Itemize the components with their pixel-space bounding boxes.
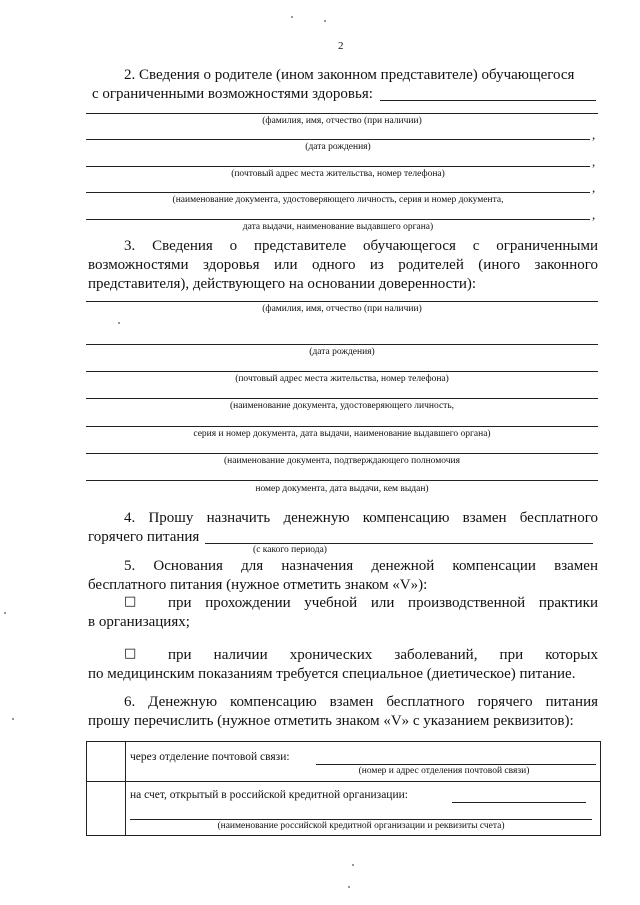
section6-heading-line1: 6. Денежную компенсацию взамен бесплатного горячего питания — [124, 694, 598, 710]
section3-field-line — [86, 398, 598, 399]
field-caption: (наименование документа, удостоверяющего личность, серия и номер документа, — [172, 195, 504, 205]
section2-field-line — [380, 100, 596, 101]
section3-field-line — [86, 301, 598, 302]
comma: , — [592, 207, 596, 222]
section3-field-line — [86, 344, 598, 345]
comma: , — [592, 127, 596, 142]
section2-field-line — [86, 219, 590, 220]
option-diet-line1: при наличии хронических заболеваний, при которых — [168, 647, 598, 663]
option-practice-line1: при прохождении учебной или производственной практики — [168, 595, 598, 611]
post-office-cell — [126, 742, 601, 782]
field-caption: (фамилия, имя, отчество (при наличии) — [262, 116, 422, 126]
comma: , — [592, 180, 596, 195]
option-practice-line2: в организациях; — [88, 614, 190, 630]
section4-heading-line2: горячего питания — [88, 529, 200, 545]
section3-heading-line2: возможностями здоровья или одного из родителей (иного законного — [88, 257, 598, 273]
bank-field-line — [130, 819, 592, 820]
section2-heading-line2: с ограниченными возможностями здоровья: — [92, 86, 373, 102]
section5-heading-line1: 5. Основания для назначения денежной компенсации взамен — [124, 558, 598, 574]
section3-field-line — [86, 426, 598, 427]
section3-heading-line3: представителя), действующего на основании доверенности): — [88, 276, 477, 292]
scan-speck — [12, 718, 14, 720]
table-row — [87, 742, 601, 782]
field-caption: (фамилия, имя, отчество (при наличии) — [262, 304, 422, 314]
section3-field-line — [86, 480, 598, 481]
section2-field-line — [86, 139, 590, 140]
checkbox-cell-bank[interactable] — [87, 782, 126, 836]
scan-speck — [118, 322, 120, 324]
field-caption: серия и номер документа, дата выдачи, наименование выдавшего органа) — [193, 429, 491, 439]
bank-field-line — [452, 802, 586, 803]
field-caption: (с какого периода) — [253, 545, 327, 555]
field-caption: дата выдачи, наименование выдавшего органа) — [242, 222, 434, 232]
option-diet-line2: по медицинским показаниям требуется специальное (диетическое) питание. — [88, 666, 576, 682]
scan-speck — [352, 864, 354, 866]
field-caption: (наименование документа, подтверждающего полномочия — [223, 456, 460, 466]
table-row — [87, 782, 601, 836]
checkbox-cell-post[interactable] — [87, 742, 126, 782]
post-office-field-line — [316, 764, 596, 765]
section2-field-line — [86, 113, 598, 114]
page-number: 2 — [338, 40, 344, 52]
field-caption: (номер и адрес отделения почтовой связи) — [358, 766, 530, 776]
bank-account-label: на счет, открытый в российской кредитной организации: — [130, 789, 408, 801]
section5-heading-line2: бесплатного питания (нужное отметить знаком «V»): — [88, 577, 428, 593]
section3-field-line — [86, 453, 598, 454]
field-caption: (почтовый адрес места жительства, номер телефона) — [235, 374, 449, 384]
field-caption: (почтовый адрес места жительства, номер телефона) — [231, 169, 445, 179]
section2-heading-line1: 2. Сведения о родителе (ином законном представителе) обучающегося — [124, 67, 575, 83]
field-caption: (наименование российской кредитной организации и реквизиты счета) — [217, 821, 505, 831]
checkbox-practice[interactable]: □ — [124, 594, 137, 609]
section6-heading-line2: прошу перечислить (нужное отметить знаком «V» с указанием реквизитов): — [88, 713, 574, 729]
comma: , — [592, 154, 596, 169]
scan-speck — [324, 20, 326, 22]
field-caption: (дата рождения) — [305, 142, 371, 152]
section2-field-line — [86, 192, 590, 193]
post-office-label: через отделение почтовой связи: — [130, 751, 290, 763]
field-caption: (дата рождения) — [309, 347, 375, 357]
scan-speck — [4, 612, 6, 614]
field-caption: (наименование документа, удостоверяющего личность, — [229, 401, 455, 411]
bank-account-cell — [126, 782, 601, 836]
scan-speck — [291, 16, 293, 18]
payment-method-table — [86, 741, 601, 836]
section2-field-line — [86, 166, 590, 167]
section3-field-line — [86, 371, 598, 372]
checkbox-diet[interactable]: □ — [124, 646, 137, 661]
section3-heading-line1: 3. Сведения о представителе обучающегося с ограниченными — [124, 238, 598, 254]
field-caption: номер документа, дата выдачи, кем выдан) — [255, 484, 429, 494]
section4-heading-line1: 4. Прошу назначить денежную компенсацию взамен бесплатного — [124, 510, 598, 526]
scan-speck — [348, 886, 350, 888]
period-field-line — [205, 543, 593, 544]
